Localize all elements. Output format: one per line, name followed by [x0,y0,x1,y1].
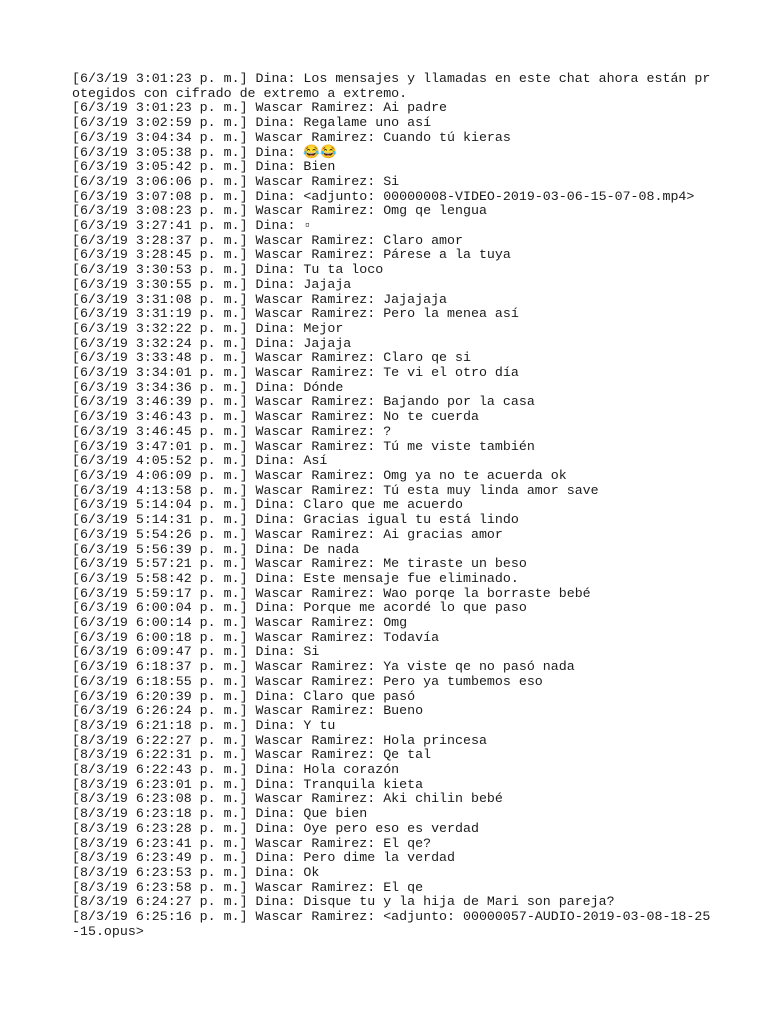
chat-message-line: [8/3/19 6:23:01 p. m.] Dina: Tranquila kieta [72,776,424,792]
chat-message-line: [6/3/19 4:13:58 p. m.] Wascar Ramirez: Tú esta muy linda amor save [72,482,599,498]
chat-message-line: [6/3/19 3:27:41 p. m.] Dina: ▫ [72,218,312,234]
chat-message-line: [6/3/19 3:46:39 p. m.] Wascar Ramirez: Bajando por la casa [72,394,535,410]
chat-message-line: [8/3/19 6:23:41 p. m.] Wascar Ramirez: El qe? [72,835,432,851]
chat-message-line: [6/3/19 3:02:59 p. m.] Dina: Regalame uno así [72,115,432,131]
chat-message-line: [6/3/19 3:04:34 p. m.] Wascar Ramirez: Cuando tú kieras [72,129,511,145]
chat-message-line: [6/3/19 3:05:42 p. m.] Dina: Bien [72,159,336,175]
chat-message-line: [6/3/19 3:46:45 p. m.] Wascar Ramirez: ? [72,423,392,439]
chat-message-line: [6/3/19 5:54:26 p. m.] Wascar Ramirez: Ai gracias amor [72,526,503,542]
chat-message-line: [8/3/19 6:23:28 p. m.] Dina: Oye pero eso es verdad [72,820,479,836]
chat-message-line: [6/3/19 3:32:22 p. m.] Dina: Mejor [72,320,344,336]
chat-message-line: [6/3/19 6:09:47 p. m.] Dina: Si [72,644,320,660]
chat-message-line: [6/3/19 6:20:39 p. m.] Dina: Claro que pasó [72,688,416,704]
chat-message-line: [6/3/19 3:30:53 p. m.] Dina: Tu ta loco [72,262,384,278]
chat-message-line: [6/3/19 5:59:17 p. m.] Wascar Ramirez: Wao porqe la borraste bebé [72,585,591,601]
chat-message-line: [8/3/19 6:23:18 p. m.] Dina: Que bien [72,806,368,822]
chat-message-line: [6/3/19 3:01:23 p. m.] Dina: Los mensajes y llamadas en este chat ahora están protegidos con cifrado de extremo a extremo. [72,71,711,101]
chat-message-line: [6/3/19 5:14:04 p. m.] Dina: Claro que me acuerdo [72,497,463,513]
chat-message-line: [6/3/19 6:00:14 p. m.] Wascar Ramirez: Omg [72,615,408,631]
chat-message-line: [6/3/19 3:08:23 p. m.] Wascar Ramirez: Omg qe lengua [72,203,487,219]
chat-message-line: [6/3/19 5:14:31 p. m.] Dina: Gracias igual tu está lindo [72,512,519,528]
chat-message-line: [6/3/19 3:28:45 p. m.] Wascar Ramirez: Párese a la tuya [72,247,511,263]
chat-message-line: [6/3/19 3:30:55 p. m.] Dina: Jajaja [72,276,352,292]
chat-message-line: [6/3/19 5:57:21 p. m.] Wascar Ramirez: Me tiraste un beso [72,556,527,572]
chat-message-line: [6/3/19 6:18:55 p. m.] Wascar Ramirez: Pero ya tumbemos eso [72,673,543,689]
chat-message-line: [8/3/19 6:21:18 p. m.] Dina: Y tu [72,717,336,733]
chat-message-line: [6/3/19 3:32:24 p. m.] Dina: Jajaja [72,335,352,351]
chat-message-line: [8/3/19 6:23:58 p. m.] Wascar Ramirez: El qe [72,879,424,895]
chat-message-line: [8/3/19 6:23:53 p. m.] Dina: Ok [72,864,320,880]
chat-message-line: [6/3/19 4:06:09 p. m.] Wascar Ramirez: Omg ya no te acuerda ok [72,467,567,483]
chat-message-line: [6/3/19 6:26:24 p. m.] Wascar Ramirez: Bueno [72,703,424,719]
chat-message-line: [8/3/19 6:23:49 p. m.] Dina: Pero dime la verdad [72,850,456,866]
chat-message-line: [6/3/19 3:28:37 p. m.] Wascar Ramirez: Claro amor [72,232,463,248]
chat-message-line: [6/3/19 6:00:18 p. m.] Wascar Ramirez: Todavía [72,629,440,645]
chat-message-line: [6/3/19 3:34:36 p. m.] Dina: Dónde [72,379,344,395]
chat-message-line: [6/3/19 3:31:08 p. m.] Wascar Ramirez: Jajajaja [72,291,448,307]
chat-message-line: [6/3/19 3:01:23 p. m.] Wascar Ramirez: Ai padre [72,100,448,116]
chat-message-line: [6/3/19 3:05:38 p. m.] Dina: 😂😂 [72,144,337,160]
chat-transcript [72,72,712,939]
chat-message-line: [6/3/19 5:56:39 p. m.] Dina: De nada [72,541,360,557]
chat-message-line: [6/3/19 4:05:52 p. m.] Dina: Así [72,453,328,469]
chat-message-line: [6/3/19 3:31:19 p. m.] Wascar Ramirez: Pero la menea así [72,306,519,322]
chat-message-line: [6/3/19 3:47:01 p. m.] Wascar Ramirez: Tú me viste también [72,438,535,454]
chat-message-line: [6/3/19 6:00:04 p. m.] Dina: Porque me acordé lo que paso [72,600,527,616]
chat-message-line: [6/3/19 3:06:06 p. m.] Wascar Ramirez: Si [72,173,400,189]
chat-message-line: [8/3/19 6:24:27 p. m.] Dina: Disque tu y la hija de Mari son pareja? [72,894,615,910]
chat-message-line: [6/3/19 6:18:37 p. m.] Wascar Ramirez: Ya viste qe no pasó nada [72,659,575,675]
chat-message-line: [8/3/19 6:25:16 p. m.] Wascar Ramirez: <adjunto: 00000057-AUDIO-2019-03-08-18-25-15.opus> [72,909,711,939]
chat-message-line: [6/3/19 3:07:08 p. m.] Dina: <adjunto: 00000008-VIDEO-2019-03-06-15-07-08.mp4> [72,188,695,204]
chat-message-line: [6/3/19 3:46:43 p. m.] Wascar Ramirez: No te cuerda [72,409,479,425]
chat-message-line: [8/3/19 6:22:43 p. m.] Dina: Hola corazón [72,762,400,778]
chat-message-line: [6/3/19 5:58:42 p. m.] Dina: Este mensaje fue eliminado. [72,570,519,586]
chat-message-line: [8/3/19 6:22:27 p. m.] Wascar Ramirez: Hola princesa [72,732,487,748]
chat-message-line: [6/3/19 3:34:01 p. m.] Wascar Ramirez: Te vi el otro día [72,365,519,381]
chat-message-line: [8/3/19 6:22:31 p. m.] Wascar Ramirez: Qe tal [72,747,432,763]
chat-message-line: [6/3/19 3:33:48 p. m.] Wascar Ramirez: Claro qe si [72,350,471,366]
chat-message-line: [8/3/19 6:23:08 p. m.] Wascar Ramirez: Aki chilin bebé [72,791,503,807]
